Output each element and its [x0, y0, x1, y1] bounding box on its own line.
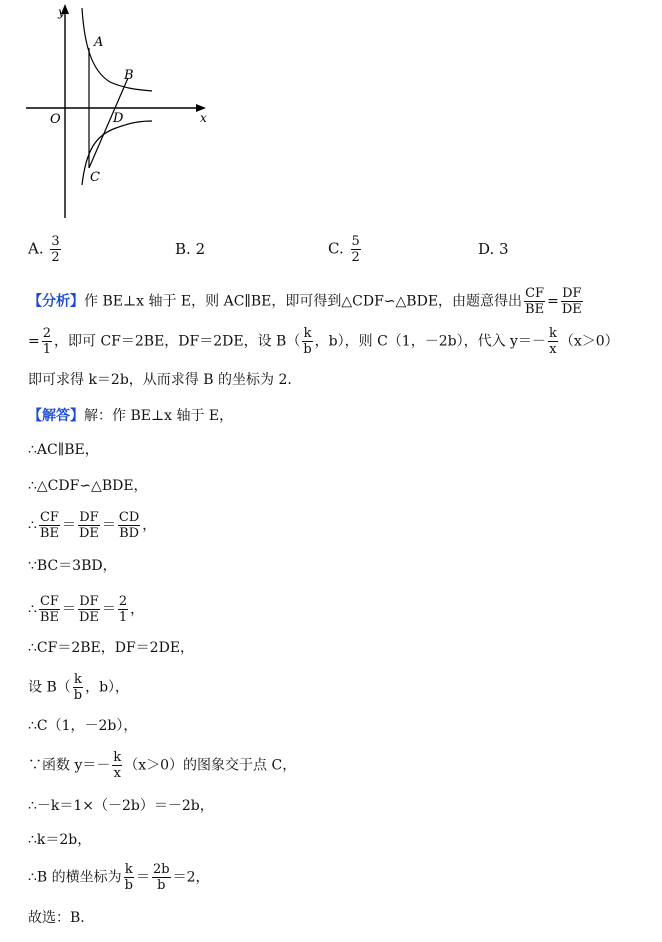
option-d-value: 3 — [499, 240, 509, 258]
solution-final: 故选：B. — [28, 910, 85, 926]
axis-x-label: x — [200, 111, 207, 125]
curve-upper — [82, 8, 152, 91]
function-graph — [20, 0, 220, 225]
analysis-line-1: 【分析】作 BE⊥x 轴于 E，则 AC∥BE，即可得到△CDF∽△BDE，由题意得出 $\frac{CF}{BE}$ = $\frac{DF}{DE}$ — [28, 286, 582, 317]
solution-step-9: ∵函数 y＝－ $\frac{k}{x}$ （x＞0）的图象交于点 C， — [28, 750, 297, 781]
solution-step-11: ∴k＝2b， — [28, 832, 92, 848]
solution-step-8: ∴C（1，－2b）， — [28, 718, 138, 734]
option-b-value: 2 — [195, 240, 206, 258]
axis-y-label: y — [58, 5, 65, 19]
solution-tag: 【解答】 — [28, 408, 84, 424]
option-c-fraction: $\frac{5}{2}$ — [351, 234, 360, 265]
option-b[interactable] — [175, 240, 205, 258]
option-a[interactable] — [28, 234, 63, 265]
solution-step-5: ∴ $\frac{CF}{BE}$ ＝ $\frac{DF}{DE}$ ＝ $\frac{2}{1}$ ， — [28, 594, 145, 625]
option-c[interactable] — [328, 234, 363, 265]
analysis-line-3: 即可求得 k＝2b，从而求得 B 的坐标为 2. — [28, 372, 292, 388]
point-d-label: D — [113, 111, 124, 126]
solution-step-2: ∴△CDF∽△BDE， — [28, 478, 148, 494]
solution-step-10: ∴－k＝1×（－2b）＝－2b， — [28, 798, 214, 814]
solution-step-1: ∴AC∥BE， — [28, 442, 99, 458]
option-d[interactable] — [478, 240, 509, 258]
analysis-tag: 【分析】 — [28, 293, 84, 310]
solution-step-7: 设 B（ $\frac{k}{b}$ ，b）， — [28, 672, 130, 703]
option-b-letter: B. — [175, 240, 191, 258]
origin-label: O — [50, 112, 61, 127]
solution-step-12: ∴B 的横坐标为 $\frac{k}{b}$ ＝ $\frac{2b}{b}$ ＝2， — [28, 862, 210, 893]
solution-step-6: ∴CF＝2BE，DF＝2DE， — [28, 640, 195, 656]
option-d-letter: D. — [478, 240, 495, 258]
option-c-letter: C. — [328, 239, 344, 258]
solution-head: 【解答】解：作 BE⊥x 轴于 E， — [28, 408, 234, 424]
analysis-line-2: = $\frac{2}{1}$ ，即可 CF＝2BE，DF＝2DE，设 B（ $\frac{k}{b}$ ，b），则 C（1，－2b），代入 y＝－ $\frac{k}{x}$ （x＞0） — [28, 326, 619, 357]
option-a-fraction: $\frac{3}{2}$ — [51, 234, 60, 265]
point-b-label: B — [124, 68, 134, 83]
point-c-label: C — [90, 170, 100, 185]
solution-step-4: ∵BC＝3BD， — [28, 558, 117, 574]
solution-step-3: ∴ $\frac{CF}{BE}$ ＝ $\frac{DF}{DE}$ ＝ $\frac{CD}{BD}$ ， — [28, 510, 157, 541]
point-a-label: A — [94, 35, 104, 50]
option-a-letter: A. — [28, 239, 44, 258]
